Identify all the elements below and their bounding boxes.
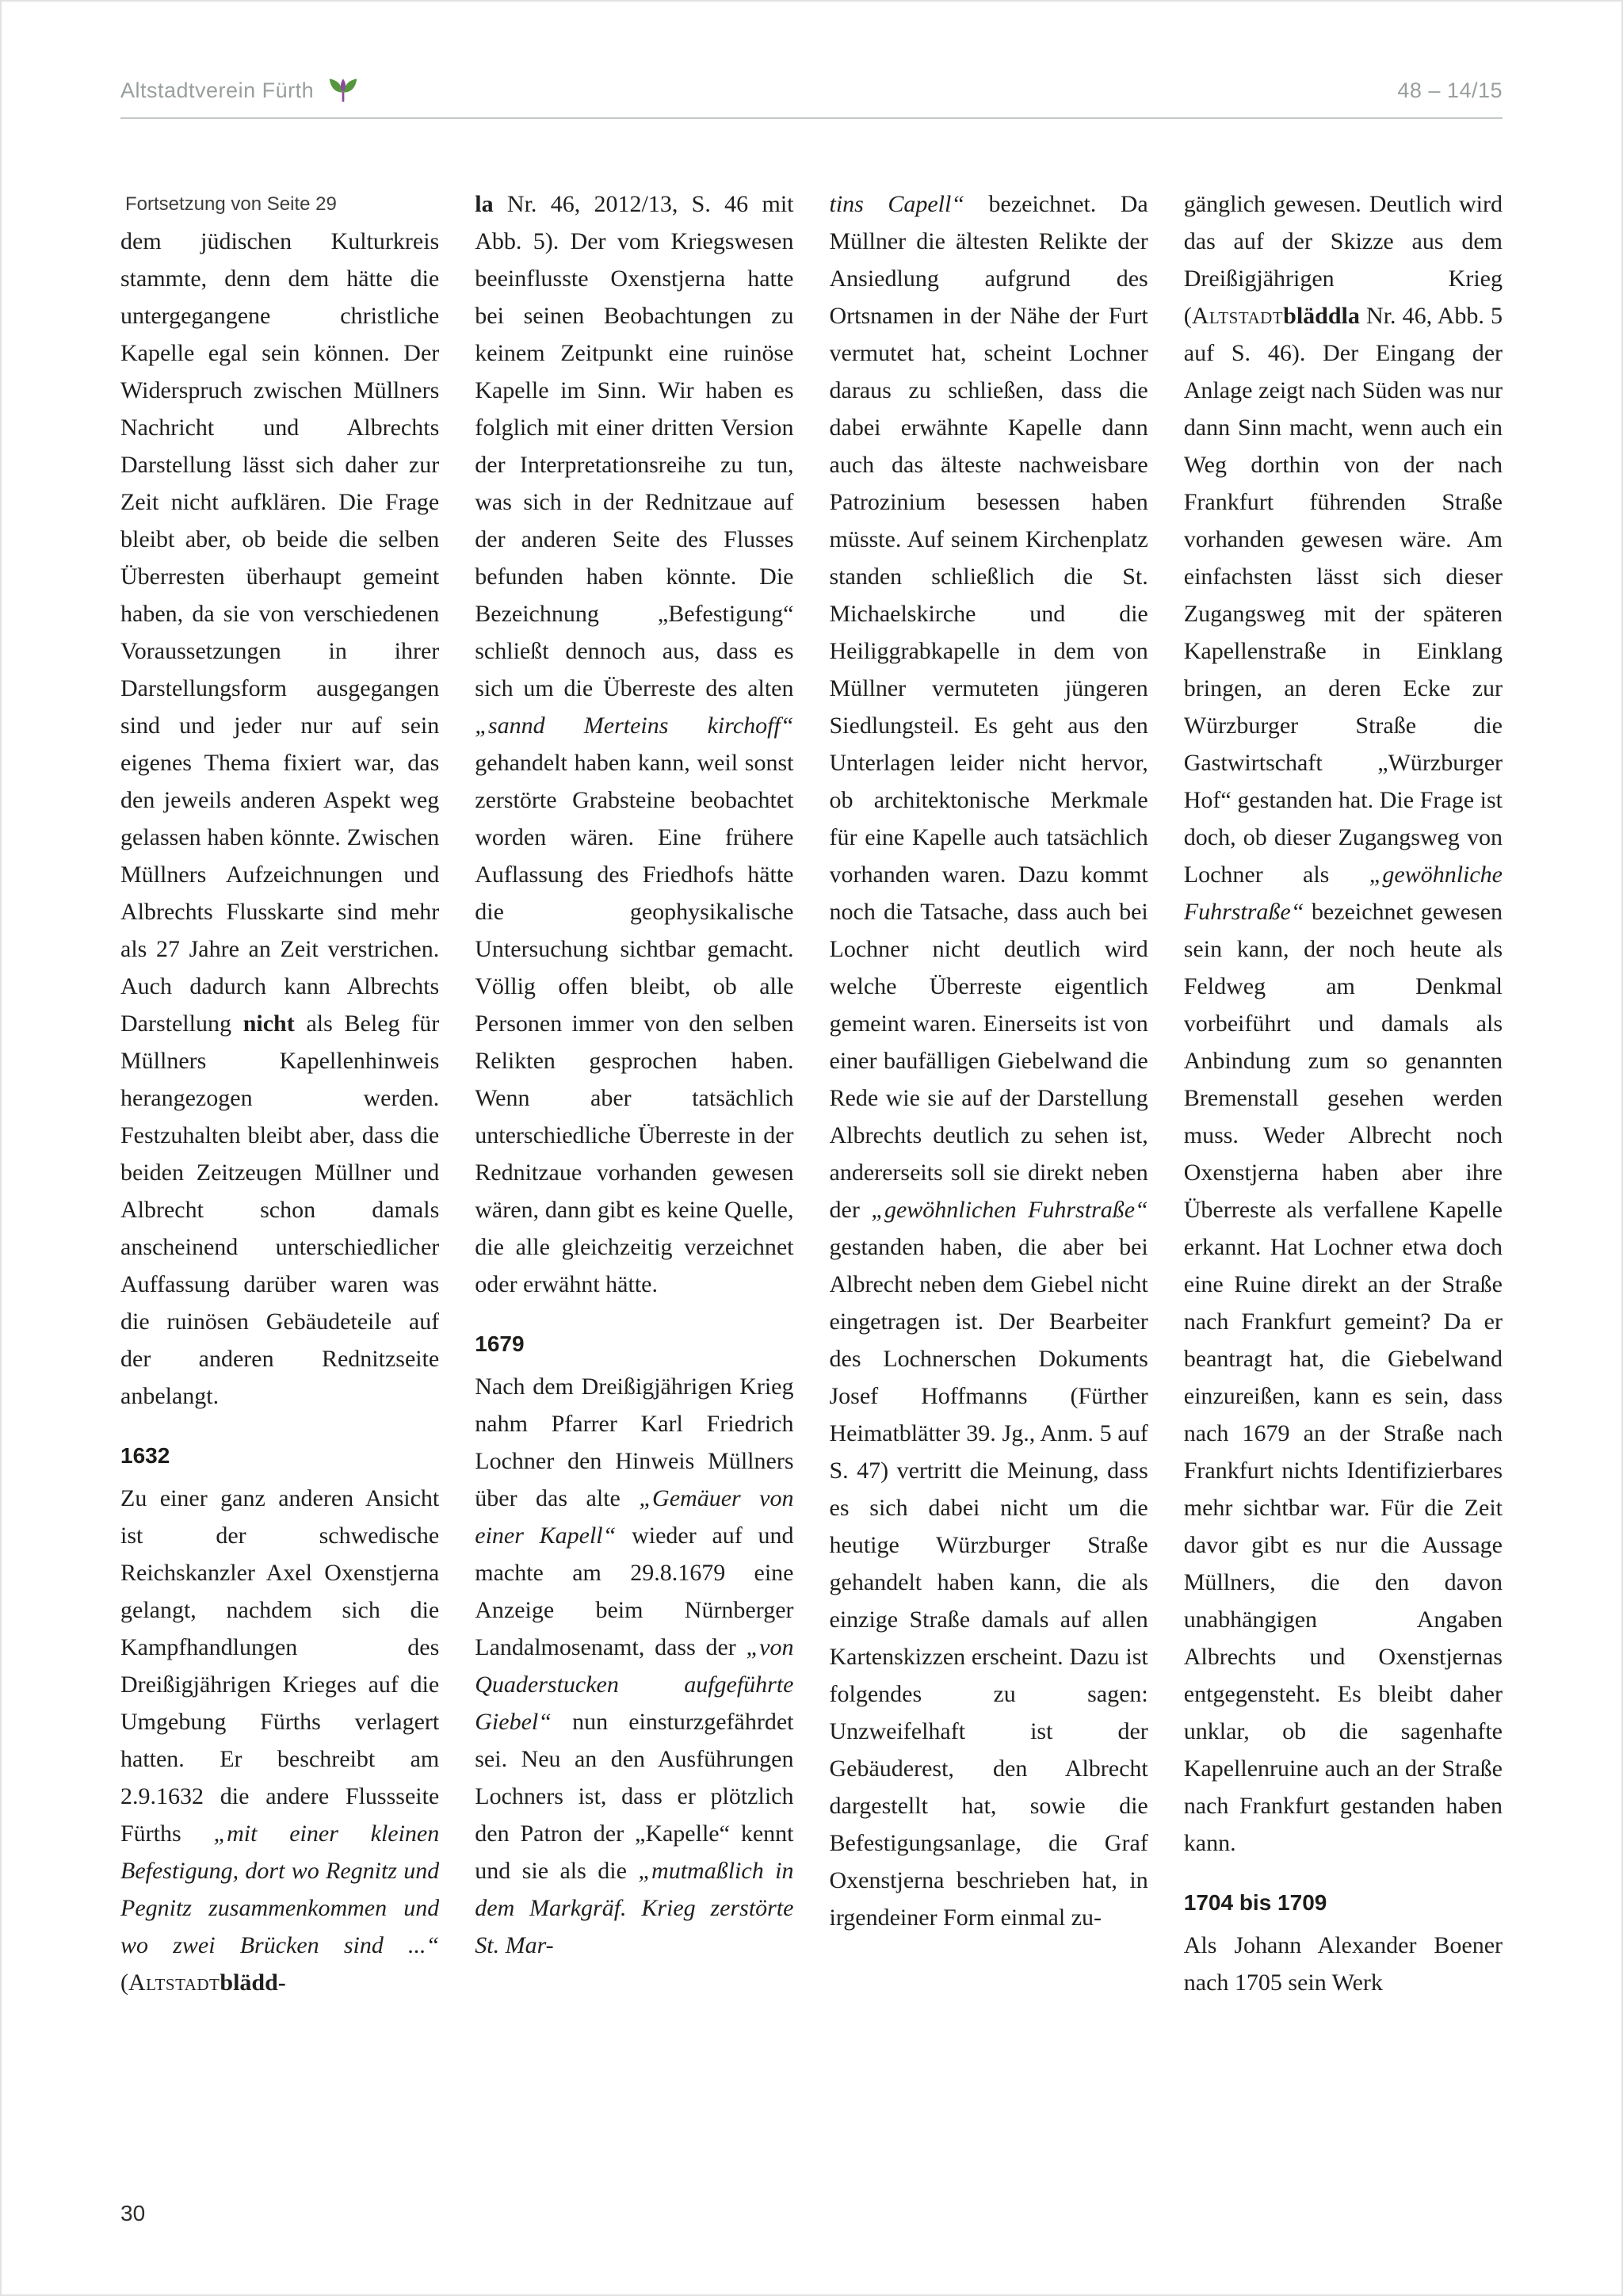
page-header	[120, 73, 1503, 119]
text-column-1	[120, 185, 439, 2135]
paragraph: dem jüdischen Kulturkreis stammte, denn dem hätte die untergegangene christliche Kapelle egal sein können. Der Widerspruch zwischen Müllners Nachricht und Albrechts Darstellung lässt sich daher zur Zeit nicht aufklären. Die Frage bleibt aber, ob beide die selben Überresten überhaupt gemeint haben, da sie von verschiedenen Voraussetzungen in ihrer Darstellungsform ausgegangen sind und jeder nur auf sein eigenes Thema fixiert war, das den jeweils anderen Aspekt weg gelassen haben könnte. Zwischen Müllners Aufzeichnungen und Albrechts Flusskarte sind mehr als 27 Jahre an Zeit verstrichen. Auch dadurch kann Albrechts Darstellung nicht als Beleg für Müllners Kapellenhinweis herangezogen werden. Festzuhalten bleibt aber, dass die beiden Zeitzeugen Müllner und Albrecht schon damals anscheinend unterschiedlicher Auffassung darüber waren was die ruinösen Gebäudeteile auf der anderen Rednitzseite anbelangt.	[120, 228, 440, 1409]
paragraph: Als Johann Alexander Boener nach 1705 sein Werk	[1183, 1932, 1503, 1996]
paragraph: Zu einer ganz anderen Ansicht ist der schwedische Reichskanzler Axel Oxenstjerna gelangt, nachdem sich die Kampfhandlungen des Dreißigjährigen Krieges auf die Umgebung Fürths verlagert hatten. Er beschreibt am 2.9.1632 die andere Flussseite Fürths „mit einer kleinen Befestigung, dort wo Regnitz und Pegnitz zusammenkommen und wo zwei Brücken sind ...“ (Altstadtblädd-	[120, 1485, 440, 1996]
continuation-note: Fortsetzung von Seite 29	[125, 193, 337, 215]
issue-number: 48 – 14/15	[1397, 78, 1503, 102]
paragraph: tins Capell“ bezeichnet. Da Müllner die ältesten Relikte der Ansiedlung aufgrund des Ortsnamen in der Nähe der Furt vermutet hat, scheint Lochner daraus zu schließen, dass die dabei erwähnte Kapelle dann auch das älteste nachweisbare Patrozinium besessen haben müsste. Auf seinem Kirchenplatz standen schließlich die St. Michaelskirche und die Heiliggrabkapelle in dem von Müllner vermuteten jüngeren Siedlungsteil. Es geht aus den Unterlagen leider nicht hervor, ob architektonische Merkmale für eine Kapelle auch tatsächlich vorhanden waren. Dazu kommt noch die Tatsache, dass auch bei Lochner nicht deutlich wird welche Überreste eigentlich gemeint waren. Einerseits ist von einer baufälligen Giebelwand die Rede wie sie auf der Darstellung Albrechts deutlich zu sehen ist, andererseits soll sie direkt neben der „gewöhnlichen Fuhrstraße“ gestanden haben, die aber bei Albrecht neben dem Giebel nicht eingetragen ist. Der Bearbeiter des Lochnerschen Dokuments Josef Hoffmanns (Fürther Heimatblätter 39. Jg., Anm. 5 auf S. 47) vertritt die Meinung, dass es sich dabei nicht um die heutige Würzburger Straße gehandelt haben kann, die als einzige Straße damals auf allen Kartenskizzen erscheint. Dazu ist folgendes zu sagen: Unzweifelhaft ist der Gebäuderest, den Albrecht dargestellt hat, sowie die Befestigungsanlage, die Graf Oxenstjerna beschrieben hat, in irgendeiner Form einmal zu-	[829, 191, 1148, 1931]
paragraph: Nach dem Dreißigjährigen Krieg nahm Pfarrer Karl Friedrich Lochner den Hinweis Müllners über das alte „Gemäuer von einer Kapell“ wieder auf und machte am 29.8.1679 eine Anzeige beim Nürnberger Landalmosenamt, dass der „von Quaderstucken aufgeführte Giebel“ nun einsturzgefährdet sei. Neu an den Ausführungen Lochners ist, dass er plötzlich den Patron der „Kapelle“ kennt und sie als die „mutmaßlich in dem Markgräf. Krieg zerstörte St. Mar-	[475, 1373, 794, 1958]
article-columns	[120, 185, 1503, 2135]
page-number: 30	[120, 2201, 146, 2225]
section-heading: 1632	[120, 1443, 170, 1468]
page-header-left	[120, 73, 358, 108]
text-column-2	[475, 185, 793, 2135]
section-heading: 1679	[475, 1331, 525, 1356]
paragraph: gänglich gewesen. Deutlich wird das auf der Skizze aus dem Dreißigjährigen Krieg (Altstadtbläddla Nr. 46, Abb. 5 auf S. 46). Der Eingang der Anlage zeigt nach Süden was nur dann Sinn macht, wenn auch ein Weg dorthin von der nach Frankfurt führenden Straße vorhanden gewesen wäre. Am einfachsten lässt sich dieser Zugangsweg mit der späteren Kapellenstraße in Einklang bringen, an deren Ecke zur Würzburger Straße die Gastwirtschaft „Würzburger Hof“ gestanden hat. Die Frage ist doch, ob dieser Zugangsweg von Lochner als „gewöhnliche Fuhrstraße“ bezeichnet gewesen sein kann, der noch heute als Feldweg am Denkmal vorbeiführt und damals als Anbindung zum so genannten Bremenstall gesehen werden muss. Weder Albrecht noch Oxenstjerna haben aber ihre Überreste als verfallene Kapelle erkannt. Hat Lochner etwa doch eine Ruine direkt an der Straße nach Frankfurt gemeint? Da er beantragt hat, die Giebelwand einzureißen, kann es sein, dass nach 1679 an der Straße nach Frankfurt nichts Identifizierbares mehr sichtbar war. Für die Zeit davor gibt es nur die Aussage Müllners, die den davon unabhängigen Angaben Albrechts und Oxenstjernas entgegensteht. Es bleibt daher unklar, ob die sagenhafte Kapellenruine auch an der Straße nach Frankfurt gestanden haben kann.	[1183, 191, 1503, 1856]
text-column-4	[1184, 185, 1503, 2135]
paragraph: la Nr. 46, 2012/13, S. 46 mit Abb. 5). Der vom Kriegswesen beeinflusste Oxenstjerna hatte bei seinen Beobachtungen zu keinem Zeitpunkt eine ruinöse Kapelle im Sinn. Wir haben es folglich mit einer dritten Version der Interpretationsreihe zu tun, was sich in der Rednitzaue auf der anderen Seite des Flusses befunden haben könnte. Die Bezeichnung „Befestigung“ schließt dennoch aus, dass es sich um die Überreste des alten „sannd Merteins kirchoff“ gehandelt haben kann, weil sonst zerstörte Grabsteine beobachtet worden wären. Eine frühere Auflassung des Friedhofs hätte die geophysikalische Untersuchung sichtbar gemacht. Völlig offen bleibt, ob alle Personen immer von den selben Relikten gesprochen haben. Wenn aber tatsächlich unterschiedliche Überreste in der Rednitzaue vorhanden gewesen wären, dann gibt es keine Quelle, die alle gleichzeitig verzeichnet oder erwähnt hätte.	[475, 191, 794, 1297]
section-heading: 1704 bis 1709	[1183, 1890, 1327, 1915]
publication-name: Altstadtverein Fürth	[120, 78, 315, 102]
plant-logo-icon	[328, 73, 358, 108]
text-column-3	[830, 185, 1148, 2135]
